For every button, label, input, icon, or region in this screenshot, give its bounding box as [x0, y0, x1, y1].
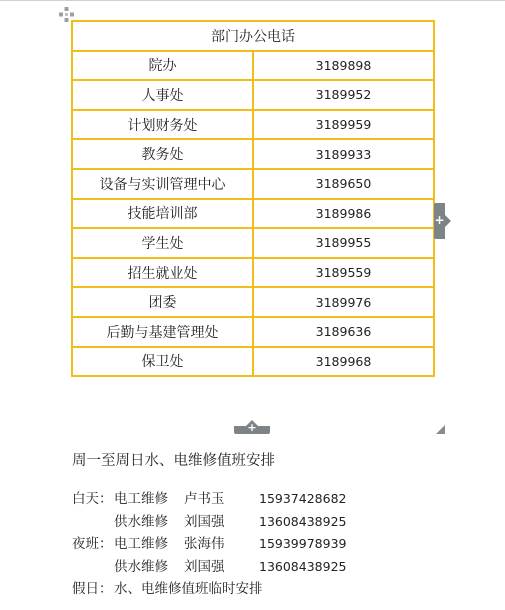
phone-cell[interactable]: 3189650: [253, 169, 434, 199]
holiday-text: 水、电维修值班临时安排: [114, 581, 263, 597]
table-row: [72, 228, 434, 258]
phone-cell[interactable]: 3189933: [253, 139, 434, 169]
duty-phone: 15939978939: [259, 536, 347, 551]
department-cell[interactable]: 计划财务处: [72, 110, 253, 140]
department-cell[interactable]: 保卫处: [72, 347, 253, 377]
page-top-border: [0, 0, 505, 1]
duty-person: 卢书玉: [184, 491, 225, 507]
phone-cell[interactable]: 3189955: [253, 228, 434, 258]
duty-line: [72, 488, 346, 511]
phone-cell[interactable]: 3189636: [253, 317, 434, 347]
department-cell[interactable]: 人事处: [72, 80, 253, 110]
table-title[interactable]: 部门办公电话: [72, 21, 434, 51]
duty-person: 张海伟: [184, 536, 225, 552]
duty-line: [72, 556, 346, 579]
table-row: [72, 317, 434, 347]
phone-cell[interactable]: 3189898: [253, 51, 434, 81]
table-row: [72, 347, 434, 377]
duty-type: 供水维修: [114, 558, 168, 575]
table-header-row: [72, 21, 434, 51]
table-row: [72, 199, 434, 229]
duty-type: 供水维修: [114, 513, 168, 530]
table-row: [72, 258, 434, 288]
duty-phone: 13608438925: [259, 513, 347, 529]
department-cell[interactable]: 后勤与基建管理处: [72, 317, 253, 347]
add-row-glyph: +: [247, 421, 257, 434]
table-row: [72, 51, 434, 81]
phone-cell[interactable]: 3189952: [253, 80, 434, 110]
table-row: [72, 169, 434, 199]
duty-person: 刘国强: [184, 513, 225, 530]
add-column-glyph: +: [434, 213, 445, 227]
holiday-line: [72, 578, 346, 601]
department-phone-table: [71, 20, 435, 377]
holiday-label: 假日：: [72, 581, 113, 597]
table-row: [72, 80, 434, 110]
duty-type: 电工维修: [114, 536, 168, 552]
table-row: [72, 287, 434, 317]
duty-label: 白天：: [72, 491, 113, 507]
department-cell[interactable]: 院办: [72, 51, 253, 81]
department-cell[interactable]: 教务处: [72, 139, 253, 169]
department-cell[interactable]: 学生处: [72, 228, 253, 258]
department-cell[interactable]: 设备与实训管理中心: [72, 169, 253, 199]
table-resize-icon[interactable]: [436, 425, 445, 434]
duty-phone: 15937428682: [259, 491, 347, 506]
duty-line: [72, 511, 346, 534]
table-row: [72, 139, 434, 169]
duty-label: 夜班：: [72, 536, 113, 552]
duty-person: 刘国强: [184, 558, 225, 575]
department-cell[interactable]: 技能培训部: [72, 199, 253, 229]
duty-phone: 13608438925: [259, 558, 347, 574]
phone-cell[interactable]: 3189986: [253, 199, 434, 229]
phone-cell[interactable]: 3189968: [253, 347, 434, 377]
phone-cell[interactable]: 3189559: [253, 258, 434, 288]
phone-cell[interactable]: 3189976: [253, 287, 434, 317]
phone-cell[interactable]: 3189959: [253, 110, 434, 140]
department-cell[interactable]: 团委: [72, 287, 253, 317]
add-row-icon[interactable]: [234, 421, 270, 434]
maintenance-notice: 周一至周日水、电维修值班安排: [72, 453, 275, 469]
duty-schedule: [72, 488, 346, 601]
table-row: [72, 110, 434, 140]
duty-type: 电工维修: [114, 491, 168, 507]
add-column-icon[interactable]: [434, 203, 445, 239]
duty-line: [72, 533, 346, 556]
department-cell[interactable]: 招生就业处: [72, 258, 253, 288]
